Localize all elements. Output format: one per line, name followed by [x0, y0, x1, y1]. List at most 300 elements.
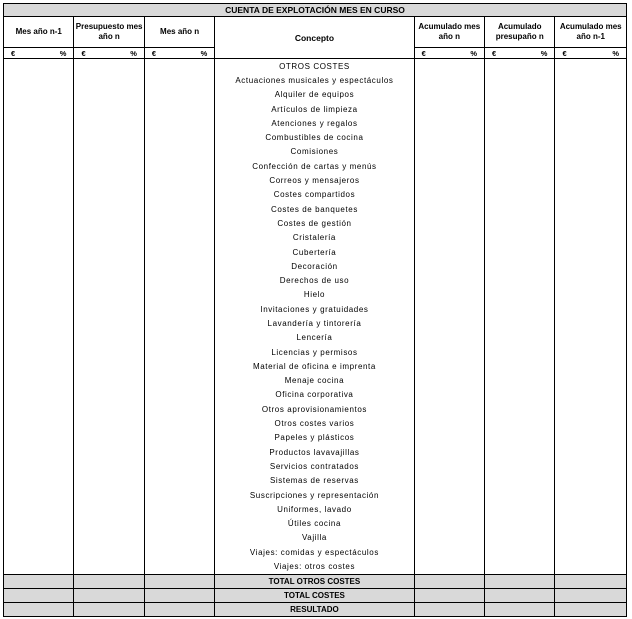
concept-cell: Costes compartidos [215, 188, 414, 202]
concept-cell: Decoración [215, 259, 414, 273]
value-cell [485, 545, 555, 559]
value-cell [555, 359, 627, 373]
header-accumulated-month: Acumulado mes año n [414, 17, 484, 48]
value-cell [485, 102, 555, 116]
value-cell [414, 531, 484, 545]
concept-row [4, 345, 627, 359]
value-cell [485, 59, 555, 74]
concept-row [4, 474, 627, 488]
value-cell [144, 130, 214, 144]
value-cell [414, 488, 484, 502]
concept-cell: Útiles cocina [215, 517, 414, 531]
value-cell [555, 316, 627, 330]
value-cell [144, 345, 214, 359]
value-cell [144, 316, 214, 330]
concept-cell: Oficina corporativa [215, 388, 414, 402]
value-cell [4, 531, 74, 545]
value-cell [485, 216, 555, 230]
value-cell [485, 402, 555, 416]
value-cell [4, 88, 74, 102]
value-cell [4, 245, 74, 259]
value-cell [485, 188, 555, 202]
value-cell [4, 259, 74, 273]
value-cell [485, 145, 555, 159]
value-cell [555, 173, 627, 187]
value-cell [74, 388, 144, 402]
value-cell [144, 173, 214, 187]
value-cell [414, 459, 484, 473]
concept-cell: Uniformes, lavado [215, 502, 414, 516]
value-cell [414, 88, 484, 102]
unit-euro-label: € [555, 48, 590, 59]
concept-cell: Otros aprovisionamientos [215, 402, 414, 416]
unit-euro-label: € [414, 48, 449, 59]
total-value-cell [555, 588, 627, 602]
value-cell [555, 73, 627, 87]
value-cell [414, 216, 484, 230]
value-cell [74, 545, 144, 559]
value-cell [4, 302, 74, 316]
value-cell [555, 502, 627, 516]
value-cell [4, 231, 74, 245]
concept-row [4, 402, 627, 416]
concept-row [4, 302, 627, 316]
header-accumulated-budget: Acumulado presupaño n [485, 17, 555, 48]
value-cell [74, 331, 144, 345]
value-cell [74, 130, 144, 144]
value-cell [414, 502, 484, 516]
value-cell [555, 302, 627, 316]
value-cell [555, 202, 627, 216]
value-cell [555, 59, 627, 74]
value-cell [414, 145, 484, 159]
value-cell [485, 245, 555, 259]
value-cell [4, 388, 74, 402]
value-cell [555, 102, 627, 116]
concept-row [4, 116, 627, 130]
total-label: TOTAL OTROS COSTES [215, 574, 414, 588]
value-cell [555, 388, 627, 402]
concept-row [4, 488, 627, 502]
value-cell [414, 73, 484, 87]
concept-cell: Comisiones [215, 145, 414, 159]
value-cell [74, 517, 144, 531]
value-cell [74, 502, 144, 516]
value-cell [4, 102, 74, 116]
unit-euro-label: € [74, 48, 109, 59]
value-cell [74, 359, 144, 373]
concept-cell: Menaje cocina [215, 374, 414, 388]
total-value-cell [485, 602, 555, 616]
value-cell [555, 88, 627, 102]
value-cell [74, 316, 144, 330]
value-cell [144, 302, 214, 316]
value-cell [414, 59, 484, 74]
total-value-cell [414, 602, 484, 616]
value-cell [555, 130, 627, 144]
value-cell [555, 216, 627, 230]
value-cell [414, 188, 484, 202]
value-cell [4, 216, 74, 230]
concept-cell: Invitaciones y gratuidades [215, 302, 414, 316]
total-row [4, 602, 627, 616]
concept-row [4, 374, 627, 388]
value-cell [4, 488, 74, 502]
header-prev-year-month: Mes año n-1 [4, 17, 74, 48]
concept-row [4, 559, 627, 574]
concept-cell: Artículos de limpieza [215, 102, 414, 116]
value-cell [74, 416, 144, 430]
value-cell [485, 359, 555, 373]
concept-row [4, 88, 627, 102]
value-cell [485, 130, 555, 144]
concept-row [4, 517, 627, 531]
value-cell [555, 159, 627, 173]
header-budget-month: Presupuesto mes año n [74, 17, 144, 48]
total-value-cell [74, 588, 144, 602]
value-cell [4, 316, 74, 330]
value-cell [555, 559, 627, 574]
value-cell [144, 245, 214, 259]
value-cell [555, 474, 627, 488]
header-accumulated-prev-year: Acumulado mes año n-1 [555, 17, 627, 48]
value-cell [414, 316, 484, 330]
concept-row [4, 531, 627, 545]
value-cell [485, 273, 555, 287]
value-cell [555, 231, 627, 245]
concept-cell: Papeles y plásticos [215, 431, 414, 445]
value-cell [144, 159, 214, 173]
value-cell [74, 216, 144, 230]
concept-cell: Costes de gestión [215, 216, 414, 230]
value-cell [4, 130, 74, 144]
value-cell [555, 545, 627, 559]
value-cell [144, 116, 214, 130]
concept-cell: Cubertería [215, 245, 414, 259]
total-value-cell [414, 574, 484, 588]
value-cell [485, 517, 555, 531]
value-cell [485, 202, 555, 216]
concept-cell: Licencias y permisos [215, 345, 414, 359]
value-cell [555, 288, 627, 302]
value-cell [485, 231, 555, 245]
concept-row [4, 216, 627, 230]
total-row [4, 588, 627, 602]
value-cell [74, 116, 144, 130]
value-cell [555, 188, 627, 202]
value-cell [74, 559, 144, 574]
concept-row [4, 545, 627, 559]
value-cell [74, 259, 144, 273]
value-cell [485, 474, 555, 488]
value-cell [144, 231, 214, 245]
value-cell [74, 273, 144, 287]
value-cell [555, 431, 627, 445]
value-cell [555, 488, 627, 502]
value-cell [4, 188, 74, 202]
concept-cell: Correos y mensajeros [215, 173, 414, 187]
value-cell [144, 273, 214, 287]
concept-row [4, 159, 627, 173]
value-cell [74, 245, 144, 259]
value-cell [144, 545, 214, 559]
unit-percent-label: % [109, 48, 144, 59]
concept-cell: Hielo [215, 288, 414, 302]
value-cell [555, 331, 627, 345]
value-cell [144, 73, 214, 87]
value-cell [485, 416, 555, 430]
unit-euro-label: € [4, 48, 39, 59]
total-value-cell [414, 588, 484, 602]
value-cell [414, 331, 484, 345]
value-cell [4, 474, 74, 488]
concept-cell: Vajilla [215, 531, 414, 545]
value-cell [4, 431, 74, 445]
concept-cell: Lavandería y tintorería [215, 316, 414, 330]
total-value-cell [555, 574, 627, 588]
value-cell [4, 331, 74, 345]
unit-euro-label: € [485, 48, 520, 59]
income-statement-sheet [3, 3, 627, 617]
value-cell [144, 459, 214, 473]
value-cell [485, 302, 555, 316]
value-cell [414, 431, 484, 445]
value-cell [144, 202, 214, 216]
value-cell [4, 502, 74, 516]
value-cell [144, 416, 214, 430]
value-cell [74, 231, 144, 245]
value-cell [4, 416, 74, 430]
value-cell [414, 359, 484, 373]
value-cell [74, 88, 144, 102]
concept-row [4, 202, 627, 216]
value-cell [555, 345, 627, 359]
value-cell [485, 331, 555, 345]
concept-row [4, 316, 627, 330]
value-cell [74, 402, 144, 416]
value-cell [4, 73, 74, 87]
value-cell [555, 402, 627, 416]
value-cell [144, 359, 214, 373]
concept-cell: Productos lavavajillas [215, 445, 414, 459]
value-cell [485, 445, 555, 459]
value-cell [74, 345, 144, 359]
value-cell [555, 416, 627, 430]
value-cell [144, 488, 214, 502]
value-cell [144, 331, 214, 345]
value-cell [414, 259, 484, 273]
concept-row [4, 459, 627, 473]
total-value-cell [4, 574, 74, 588]
value-cell [4, 159, 74, 173]
value-cell [485, 259, 555, 273]
value-cell [4, 359, 74, 373]
value-cell [414, 388, 484, 402]
value-cell [555, 459, 627, 473]
concept-cell: Actuaciones musicales y espectáculos [215, 73, 414, 87]
unit-percent-label: % [520, 48, 555, 59]
value-cell [485, 502, 555, 516]
value-cell [74, 188, 144, 202]
total-value-cell [74, 574, 144, 588]
value-cell [144, 474, 214, 488]
concept-cell: Material de oficina e imprenta [215, 359, 414, 373]
value-cell [485, 345, 555, 359]
concept-row [4, 173, 627, 187]
value-cell [74, 488, 144, 502]
concept-cell: Cristalería [215, 231, 414, 245]
value-cell [144, 102, 214, 116]
value-cell [485, 288, 555, 302]
value-cell [74, 459, 144, 473]
value-cell [144, 288, 214, 302]
value-cell [414, 116, 484, 130]
income-statement-table [3, 3, 627, 617]
concept-cell: OTROS COSTES [215, 59, 414, 74]
value-cell [144, 259, 214, 273]
concept-row [4, 431, 627, 445]
unit-percent-label: % [590, 48, 626, 59]
value-cell [4, 202, 74, 216]
header-concept: Concepto [215, 17, 414, 59]
value-cell [485, 388, 555, 402]
value-cell [74, 59, 144, 74]
value-cell [144, 402, 214, 416]
value-cell [555, 445, 627, 459]
total-value-cell [144, 574, 214, 588]
value-cell [4, 459, 74, 473]
value-cell [4, 273, 74, 287]
value-cell [414, 445, 484, 459]
concept-row [4, 145, 627, 159]
unit-percent-label: % [449, 48, 484, 59]
concept-row [4, 416, 627, 430]
value-cell [4, 374, 74, 388]
value-cell [144, 216, 214, 230]
value-cell [485, 173, 555, 187]
value-cell [485, 374, 555, 388]
value-cell [485, 531, 555, 545]
value-cell [485, 73, 555, 87]
total-value-cell [485, 574, 555, 588]
value-cell [74, 159, 144, 173]
value-cell [74, 474, 144, 488]
value-cell [485, 559, 555, 574]
concept-cell: Combustibles de cocina [215, 130, 414, 144]
total-value-cell [555, 602, 627, 616]
concept-cell: Alquiler de equipos [215, 88, 414, 102]
concept-cell: Derechos de uso [215, 273, 414, 287]
value-cell [74, 445, 144, 459]
concept-cell: Lencería [215, 331, 414, 345]
concept-row [4, 245, 627, 259]
value-cell [74, 73, 144, 87]
value-cell [485, 488, 555, 502]
value-cell [74, 431, 144, 445]
value-cell [555, 517, 627, 531]
value-cell [144, 431, 214, 445]
value-cell [74, 531, 144, 545]
value-cell [414, 159, 484, 173]
unit-percent-label: % [39, 48, 74, 59]
concept-cell: Sistemas de reservas [215, 474, 414, 488]
table-title: CUENTA DE EXPLOTACIÓN MES EN CURSO [4, 4, 627, 17]
value-cell [414, 545, 484, 559]
value-cell [144, 188, 214, 202]
value-cell [414, 474, 484, 488]
concept-cell: Atenciones y regalos [215, 116, 414, 130]
total-value-cell [144, 602, 214, 616]
value-cell [74, 202, 144, 216]
value-cell [555, 145, 627, 159]
concept-row [4, 231, 627, 245]
value-cell [414, 273, 484, 287]
value-cell [414, 559, 484, 574]
concept-row [4, 331, 627, 345]
concept-row [4, 273, 627, 287]
value-cell [414, 402, 484, 416]
value-cell [485, 431, 555, 445]
value-cell [144, 388, 214, 402]
value-cell [144, 559, 214, 574]
total-value-cell [74, 602, 144, 616]
concept-cell: Servicios contratados [215, 459, 414, 473]
value-cell [485, 88, 555, 102]
value-cell [4, 145, 74, 159]
value-cell [144, 88, 214, 102]
concept-cell: Otros costes varios [215, 416, 414, 430]
value-cell [414, 231, 484, 245]
value-cell [414, 245, 484, 259]
value-cell [555, 116, 627, 130]
value-cell [414, 202, 484, 216]
value-cell [4, 59, 74, 74]
concept-cell: Viajes: otros costes [215, 559, 414, 574]
concept-row [4, 359, 627, 373]
value-cell [485, 116, 555, 130]
concept-row [4, 502, 627, 516]
concept-row [4, 188, 627, 202]
concept-row [4, 73, 627, 87]
value-cell [144, 374, 214, 388]
value-cell [414, 517, 484, 531]
value-cell [414, 345, 484, 359]
concept-row [4, 102, 627, 116]
concept-cell: Costes de banquetes [215, 202, 414, 216]
value-cell [4, 559, 74, 574]
unit-percent-label: % [180, 48, 215, 59]
value-cell [4, 288, 74, 302]
value-cell [144, 502, 214, 516]
concept-row [4, 445, 627, 459]
value-cell [555, 273, 627, 287]
value-cell [144, 531, 214, 545]
value-cell [144, 517, 214, 531]
value-cell [485, 459, 555, 473]
value-cell [4, 345, 74, 359]
value-cell [4, 517, 74, 531]
value-cell [414, 374, 484, 388]
value-cell [74, 173, 144, 187]
concept-row [4, 388, 627, 402]
value-cell [485, 159, 555, 173]
total-value-cell [4, 588, 74, 602]
value-cell [4, 116, 74, 130]
value-cell [555, 531, 627, 545]
value-cell [555, 259, 627, 273]
concept-cell: Suscripciones y representación [215, 488, 414, 502]
total-label: TOTAL COSTES [215, 588, 414, 602]
